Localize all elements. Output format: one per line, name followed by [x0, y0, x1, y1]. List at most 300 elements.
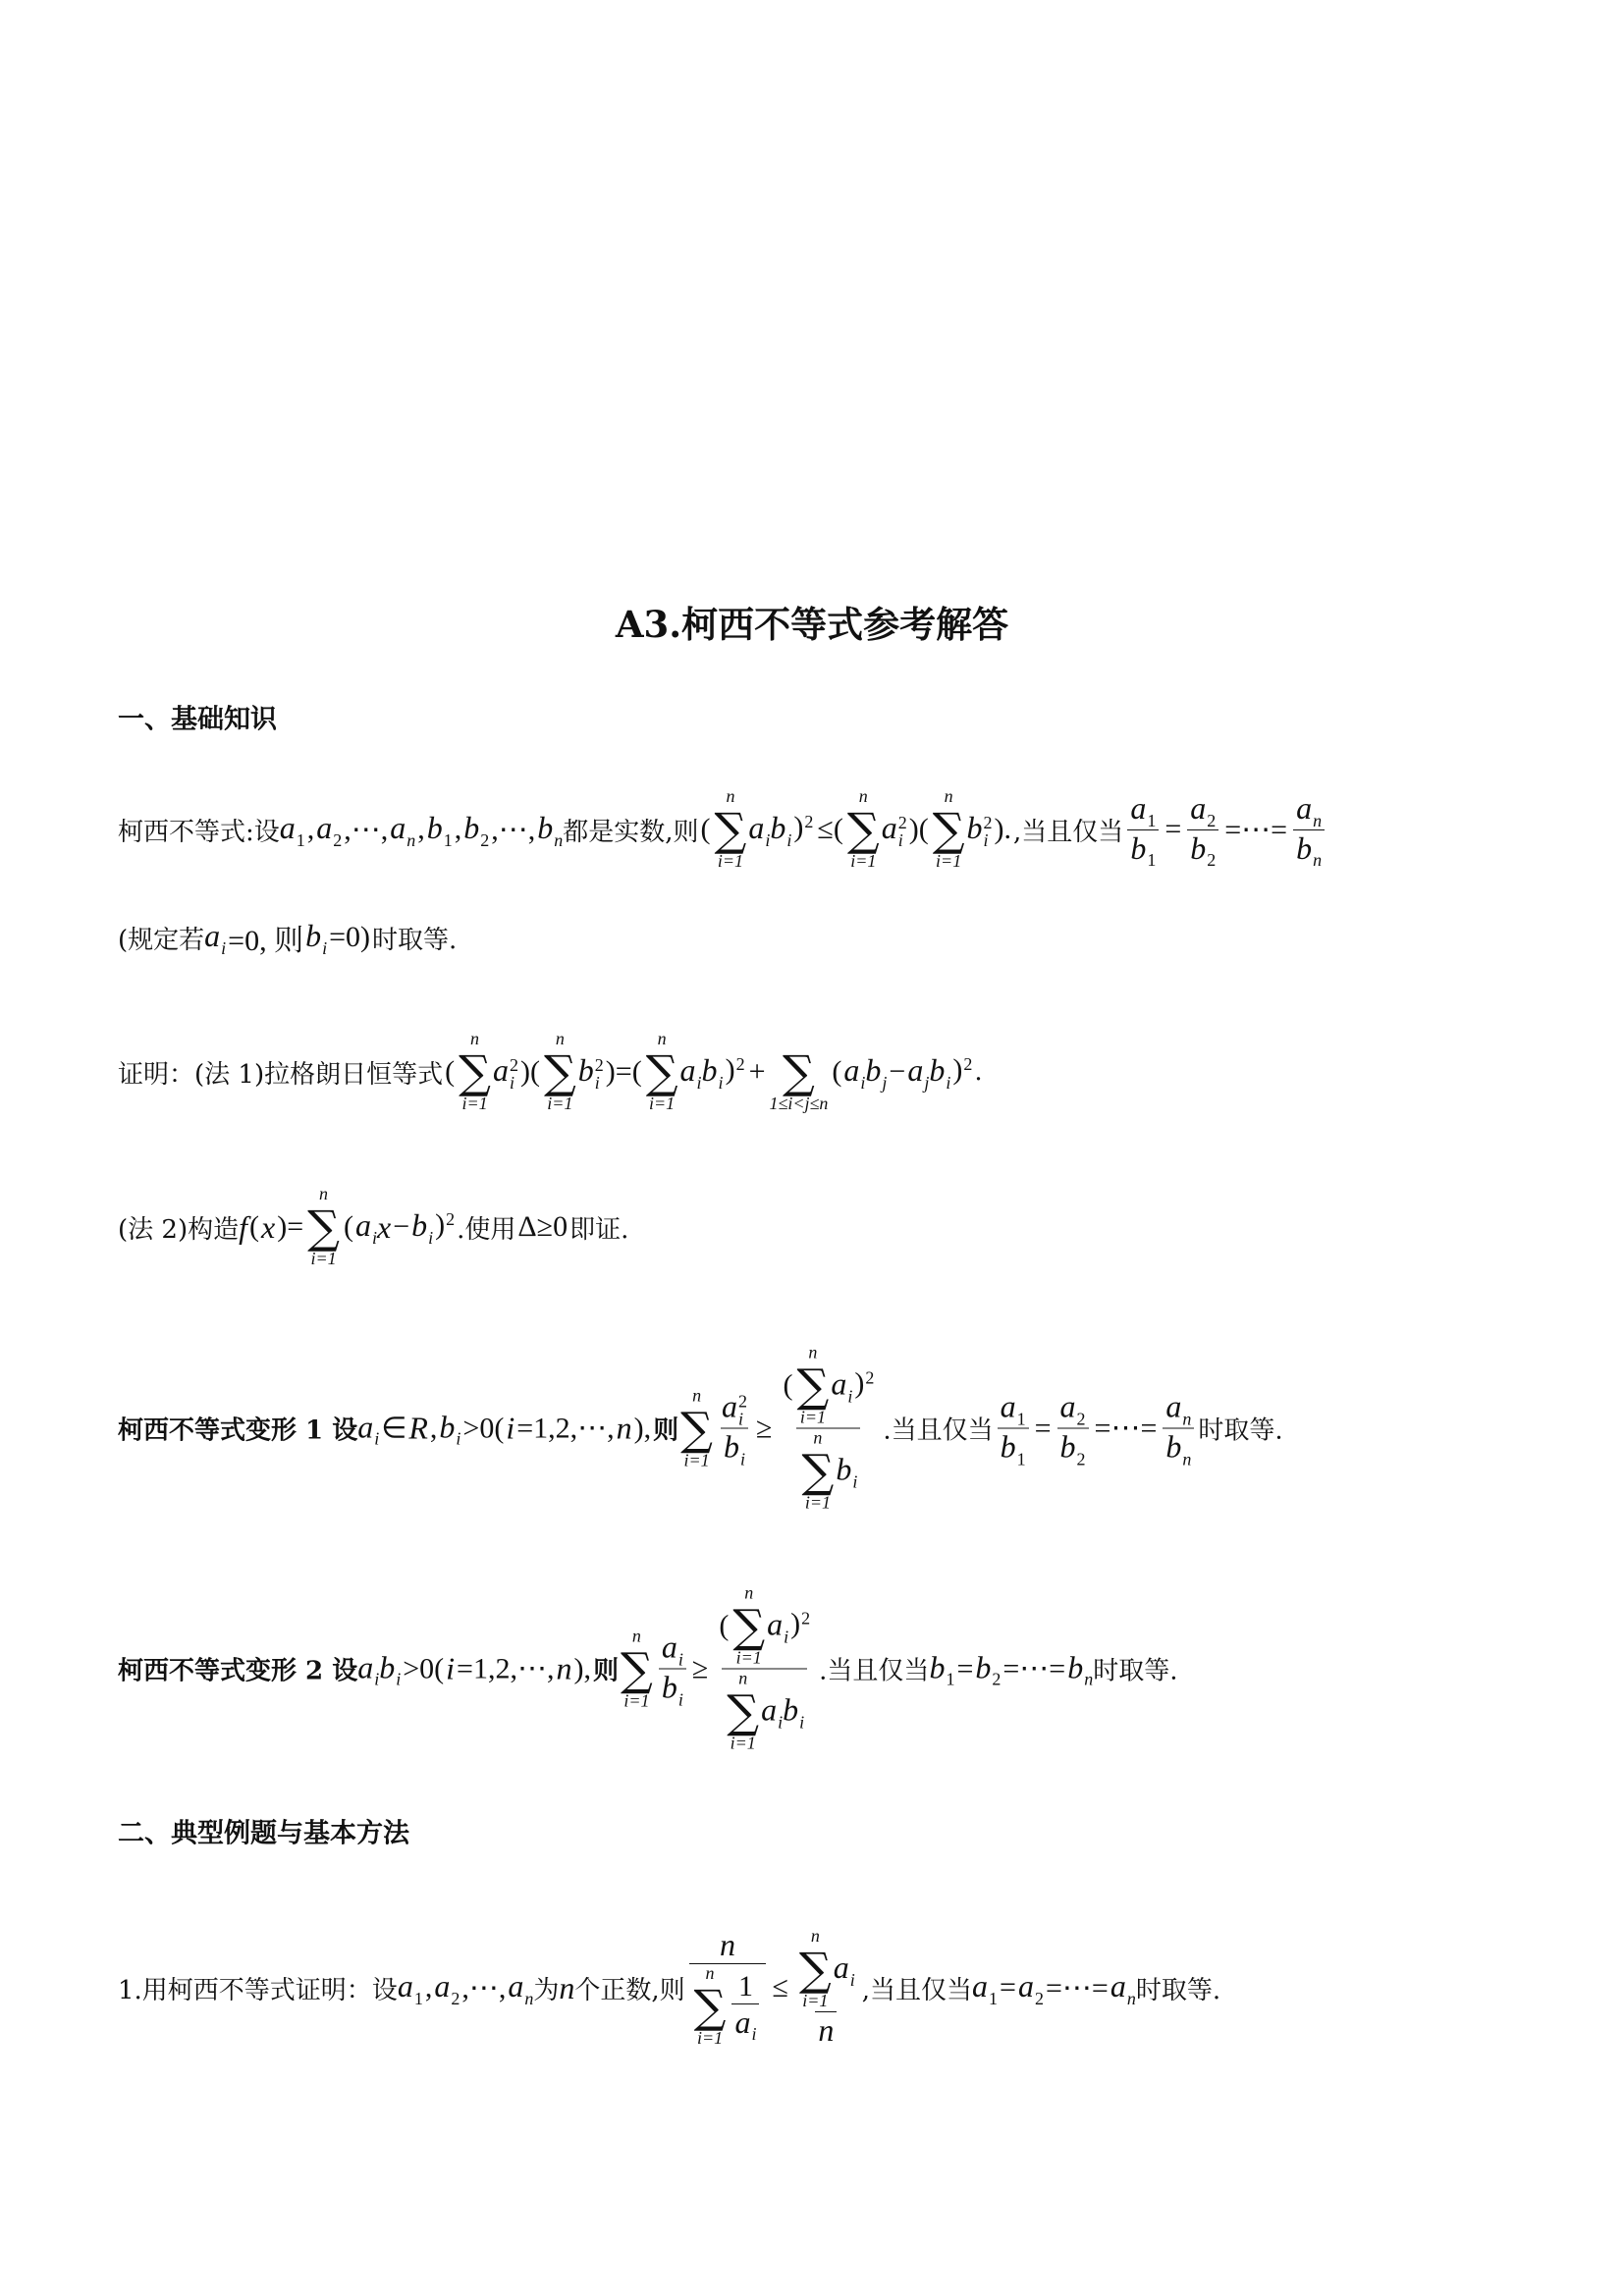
script [1147, 833, 1156, 869]
denominator [721, 1428, 748, 1468]
sigma-symbol: ∑ [846, 803, 880, 856]
subscript: i [852, 1471, 858, 1492]
math-operator: ≤( [817, 813, 843, 845]
math-operator: , [417, 813, 425, 845]
math-variable: x [376, 1208, 392, 1245]
math-operator: ). [994, 813, 1012, 845]
proof-method-1 [118, 1030, 983, 1114]
math-variable: a i [679, 1052, 702, 1093]
math-variable: a i [204, 918, 227, 958]
subscript: i [847, 1386, 853, 1407]
sigma-symbol: ∑ [783, 1045, 815, 1098]
sum-body [715, 1389, 754, 1468]
math-variable: b 2 i [577, 1052, 604, 1093]
script [414, 1972, 423, 2007]
math-variable: b 2 [975, 1649, 1001, 1689]
sum-body [493, 1052, 518, 1092]
denominator [815, 2011, 837, 2049]
sum-lower-limit: i=1 [936, 851, 962, 871]
subscript: i [677, 1689, 683, 1710]
sum-upper-limit: n [813, 1427, 823, 1448]
subscript: i [456, 1428, 461, 1449]
math-operator: =0, 则 [228, 925, 304, 957]
script [524, 1972, 533, 2007]
sum-operator [307, 1185, 340, 1269]
math-variable: a i [357, 1649, 380, 1689]
text: 时取等. [1198, 1415, 1283, 1446]
sum-upper-limit: n [470, 1029, 480, 1048]
numerator [998, 1389, 1029, 1428]
summation [725, 1670, 804, 1754]
cauchy-variant-1 [118, 1344, 1283, 1514]
subscript: n [406, 829, 416, 850]
superscript: 2 [738, 1391, 748, 1412]
text: .当且仅当 [883, 1415, 994, 1446]
cauchy-variant-2 [118, 1584, 1177, 1754]
script [850, 1953, 855, 1989]
script [992, 1653, 1001, 1688]
denominator [998, 1428, 1029, 1468]
superscript [414, 1972, 423, 1990]
sum-upper-limit: n [319, 1184, 329, 1203]
sum-operator [799, 1927, 832, 2011]
sum-upper-limit: n [631, 1626, 641, 1645]
script [446, 1210, 455, 1246]
sum-upper-limit: n [808, 1342, 818, 1362]
math-variable: b i [836, 1451, 858, 1492]
sum-operator [459, 1030, 491, 1114]
sigma-symbol: ∑ [727, 1684, 760, 1738]
sum-upper-limit: n [555, 1029, 565, 1048]
math-variable: b i [770, 810, 792, 850]
script [1147, 794, 1156, 829]
denominator [1293, 829, 1325, 870]
script [946, 1653, 954, 1688]
summation [692, 1964, 764, 2049]
superscript [1035, 1972, 1044, 1990]
subscript: 1 [413, 1988, 423, 2008]
math-variable: a n [1110, 1968, 1136, 2008]
math-operator: )( [908, 813, 929, 845]
script [1182, 1393, 1191, 1428]
denominator [796, 1428, 860, 1514]
math-variable: a 2 [434, 1968, 460, 2008]
math-operator: >0( [462, 1412, 505, 1444]
sum-operator [680, 1386, 713, 1470]
numerator [1057, 1389, 1089, 1428]
superscript [406, 814, 415, 831]
sum-body [342, 1207, 457, 1247]
superscript: 2 [865, 1367, 875, 1388]
math-variable: a 2 i [722, 1388, 748, 1429]
sigma-symbol: ∑ [543, 1045, 576, 1098]
summation [845, 787, 907, 872]
sum-lower-limit: i=1 [696, 2028, 724, 2048]
fraction [731, 1970, 759, 2044]
fraction [659, 1629, 686, 1708]
subscript: 1 [946, 1669, 955, 1689]
math-variable: a 2 i [881, 810, 907, 850]
superscript [297, 814, 305, 831]
superscript [1182, 1393, 1191, 1411]
section-heading-basics: 一、基础知识 [118, 704, 277, 735]
math-variable: a j [907, 1052, 930, 1093]
text: .当且仅当 [819, 1656, 930, 1686]
math-variable: a i [831, 1365, 853, 1407]
sum-upper-limit: n [744, 1582, 754, 1603]
sum-lower-limit: 1≤i<j≤n [769, 1094, 829, 1113]
superscript [1077, 1432, 1086, 1450]
script [333, 814, 342, 849]
numerator [1293, 790, 1325, 829]
sum-operator [544, 1030, 576, 1114]
sigma-symbol: ∑ [932, 803, 965, 856]
subscript: 1 [296, 829, 305, 850]
subscript [446, 1228, 455, 1246]
section-heading-examples: 二、典型例题与基本方法 [118, 1818, 409, 1849]
sum-lower-limit: i=1 [850, 851, 877, 871]
math-variable: a 1 [279, 810, 305, 850]
superscript: 2 [963, 1053, 973, 1074]
math-operator: = [1164, 813, 1182, 845]
math-operator: ≤ [772, 1971, 788, 2003]
math-operator: ), [573, 1652, 591, 1684]
denominator [1127, 829, 1159, 870]
math-variable: a n [390, 810, 416, 850]
math-variable: a i [843, 1052, 866, 1093]
subscript [804, 830, 813, 848]
subscript: i [765, 829, 771, 850]
sum-body [680, 1052, 724, 1092]
math-variable: b 1 [1130, 829, 1157, 871]
script [852, 1455, 857, 1490]
subscript: 2 [1034, 1988, 1044, 2008]
text: . [974, 1057, 983, 1087]
subscript: 2 [451, 1988, 460, 2008]
sum-operator [801, 1429, 834, 1514]
math-operator: ( [700, 813, 711, 845]
sum-body [655, 1629, 690, 1708]
math-variable: b 1 [426, 810, 453, 850]
fraction [778, 1344, 879, 1514]
numerator [778, 1344, 879, 1428]
subscript: i [221, 937, 227, 958]
math-variable: a n [508, 1968, 534, 2008]
superscript: 2 [804, 811, 814, 831]
script [678, 1673, 683, 1708]
summation [305, 1185, 457, 1269]
math-operator: ) 2 [433, 1208, 457, 1245]
math-variable: b 2 [1059, 1428, 1086, 1469]
superscript [554, 814, 563, 831]
sigma-symbol: ∑ [714, 803, 747, 856]
math-variable: a i [761, 1691, 784, 1733]
numerator [733, 1970, 758, 2003]
text: 为 [533, 1975, 560, 2005]
math-operator: ) 2 [852, 1367, 876, 1404]
subscript: 2 [1207, 810, 1217, 830]
subscript: i [322, 937, 328, 958]
math-variable: b 2 [1190, 829, 1217, 871]
sum-operator [933, 787, 965, 872]
summation [619, 1627, 690, 1711]
math-variable: b i [661, 1669, 683, 1710]
superscript [444, 814, 453, 831]
subscript: n [554, 829, 564, 850]
math-operator: ,⋯, [461, 1971, 507, 2004]
script [1127, 1972, 1136, 2007]
numerator [714, 1584, 815, 1669]
script [865, 1368, 874, 1404]
sum-lower-limit: i=1 [461, 1094, 488, 1113]
text: 都是实数,则 [563, 817, 699, 847]
superscript [678, 1633, 683, 1651]
sum-operator [847, 787, 880, 872]
sum-body [831, 1366, 852, 1406]
math-operator: =1,2,⋯, [457, 1652, 555, 1685]
sum-lower-limit: i=1 [802, 1991, 829, 2010]
subscript: 1 [1016, 1449, 1026, 1469]
math-operator: ,⋯, [491, 813, 536, 846]
script [1077, 1432, 1086, 1468]
subscript: i [983, 829, 989, 850]
script [1077, 1393, 1086, 1428]
script [738, 1393, 747, 1428]
sum-lower-limit: i=1 [683, 1450, 710, 1469]
script [1207, 794, 1216, 829]
subscript: i [849, 1969, 855, 1990]
math-variable: b i [411, 1207, 434, 1248]
text: 时取等. [1093, 1656, 1178, 1686]
sigma-symbol: ∑ [459, 1045, 491, 1098]
math-operator: ≥ [691, 1652, 709, 1684]
sum-operator [646, 1030, 678, 1114]
sum-body [578, 1052, 604, 1092]
text: 柯西不等式变形 2 设 [118, 1656, 358, 1686]
math-operator: =⋯= [1045, 1971, 1109, 2004]
math-variable: n [818, 2012, 835, 2048]
math-operator: − [393, 1210, 410, 1243]
superscript [678, 1673, 683, 1690]
math-variable: a i [661, 1629, 683, 1670]
superscript [1147, 794, 1156, 812]
math-variable: a i [354, 1207, 377, 1248]
numerator [719, 1389, 750, 1428]
numerator [1187, 790, 1218, 829]
math-operator: ( [445, 1055, 456, 1088]
sum-upper-limit: n [810, 1926, 820, 1946]
subscript [963, 1073, 972, 1091]
script [554, 814, 563, 849]
math-variable: b n [1296, 829, 1323, 871]
math-variable: i [506, 1410, 515, 1446]
superscript [1207, 833, 1216, 851]
superscript [852, 1455, 857, 1472]
text: .使用 [457, 1214, 516, 1245]
numerator [794, 1927, 858, 2011]
sum-lower-limit: i=1 [735, 1647, 762, 1668]
proof-method-2 [118, 1185, 628, 1269]
subscript: 2 [333, 829, 343, 850]
math-variable: b n [1165, 1428, 1192, 1469]
script [678, 1633, 683, 1669]
math-variable: a 1 [1130, 789, 1157, 830]
subscript: n [1182, 1409, 1192, 1429]
subscript: i [677, 1649, 683, 1670]
math-operator: ) 2 [950, 1053, 974, 1090]
math-variable: a 2 [1059, 1388, 1086, 1429]
math-variable: a 2 [316, 810, 343, 850]
sum-operator [715, 787, 747, 872]
numerator [1163, 1389, 1194, 1428]
script [963, 1055, 972, 1091]
superscript [1017, 1432, 1026, 1450]
math-operator: =⋯= [1002, 1652, 1066, 1685]
subscript: 1 [1147, 810, 1157, 830]
math-variable: a 1 [1000, 1388, 1026, 1429]
summation [731, 1584, 788, 1669]
denominator [1187, 829, 1218, 870]
math-operator: ), [633, 1412, 652, 1444]
subscript: 2 [1207, 850, 1217, 871]
sigma-symbol: ∑ [645, 1045, 678, 1098]
superscript: 2 [735, 1053, 745, 1074]
sum-lower-limit: i=1 [804, 1492, 831, 1513]
script [451, 1972, 460, 2007]
subscript: 2 [480, 829, 490, 850]
subscript: i [860, 1072, 866, 1093]
superscript [989, 1972, 998, 1990]
script [1182, 1432, 1191, 1468]
math-variable: a n [1296, 789, 1323, 830]
math-variable: b n [537, 810, 564, 850]
fraction [719, 1389, 750, 1468]
sigma-symbol: ∑ [732, 1599, 766, 1653]
fraction [794, 1927, 858, 2049]
subscript: i [897, 829, 903, 850]
denominator [659, 1669, 686, 1709]
math-variable: b j [865, 1052, 888, 1093]
math-variable: n [559, 1969, 575, 2005]
fraction [1127, 790, 1159, 869]
subscript: i [428, 1227, 434, 1248]
math-operator: , [306, 813, 315, 845]
summation [767, 1030, 974, 1114]
math-operator: = [956, 1652, 974, 1684]
subscript: i [371, 1227, 377, 1248]
math-operator: )=( [605, 1055, 642, 1088]
script [1313, 833, 1322, 869]
superscript [524, 1972, 533, 1990]
script [297, 814, 305, 849]
subscript: n [1313, 810, 1323, 830]
sum-body [967, 810, 993, 849]
superscript [1147, 833, 1156, 851]
script [480, 814, 489, 849]
math-variable: a n [1165, 1388, 1192, 1429]
subscript: i [799, 1712, 805, 1733]
text: 个正数,则 [574, 1975, 685, 2005]
superscript [992, 1653, 1001, 1671]
superscript [740, 1432, 745, 1450]
sum-lower-limit: i=1 [730, 1733, 756, 1753]
numerator [717, 1927, 738, 1963]
example-1 [118, 1927, 1220, 2049]
math-variable: b 2 [463, 810, 490, 850]
math-operator: )( [519, 1055, 540, 1088]
sum-body [882, 810, 907, 849]
math-variable: x [261, 1208, 276, 1245]
subscript: 2 [992, 1669, 1001, 1689]
superscript: 2 [446, 1208, 456, 1229]
superscript [1017, 1393, 1026, 1411]
summation [713, 787, 792, 872]
sum-upper-limit: n [726, 786, 735, 806]
subscript: 2 [1076, 1409, 1086, 1429]
math-operator: , [424, 1971, 433, 2003]
math-variable: b i [724, 1428, 746, 1469]
sum-upper-limit: n [705, 1963, 715, 1983]
sum-body [728, 1970, 763, 2044]
script [595, 1056, 604, 1092]
subscript: 2 [1076, 1449, 1086, 1469]
sigma-symbol: ∑ [307, 1201, 340, 1254]
math-operator: ) 2 [724, 1053, 747, 1090]
sum-lower-limit: i=1 [310, 1249, 337, 1268]
script [406, 814, 415, 849]
math-operator: ) 2 [791, 811, 815, 847]
sum-operator [796, 1344, 829, 1428]
script [804, 813, 813, 848]
sigma-symbol: ∑ [798, 1943, 832, 1996]
math-variable: b i [701, 1052, 724, 1093]
script [898, 814, 907, 849]
math-variable: i [446, 1650, 456, 1686]
sigma-symbol: ∑ [801, 1444, 835, 1498]
math-operator: =0) [329, 921, 371, 953]
math-variable: a 1 [397, 1968, 423, 2008]
sum-lower-limit: i=1 [623, 1690, 650, 1710]
summation [678, 1386, 754, 1470]
sum-operator [694, 1964, 727, 2049]
superscript [1077, 1393, 1086, 1411]
script [736, 1055, 745, 1091]
fraction [1293, 790, 1325, 869]
superscript [1313, 833, 1322, 851]
subscript: 1 [989, 1988, 999, 2008]
text: 1.用柯西不等式证明：设 [118, 1975, 398, 2005]
sum-operator [621, 1627, 653, 1711]
subscript: i [374, 1669, 380, 1689]
sum-body [834, 1949, 855, 1989]
denominator [1057, 1428, 1089, 1468]
subscript [865, 1386, 874, 1404]
superscript [1182, 1432, 1191, 1450]
math-operator: =⋯= [1094, 1412, 1158, 1445]
sum-lower-limit: i=1 [717, 851, 744, 871]
math-variable: a i [767, 1606, 789, 1647]
math-variable: b 2 i [966, 810, 993, 850]
subscript: i [778, 1712, 784, 1733]
cauchy-inequality-statement [118, 787, 1328, 872]
sum-upper-limit: n [944, 786, 953, 806]
subscript: i [509, 1072, 514, 1093]
math-variable: a i [748, 810, 771, 850]
math-operator: ,⋯, [344, 813, 389, 846]
superscript [1084, 1653, 1093, 1671]
subscript: i [718, 1072, 724, 1093]
text: 则 [592, 1656, 619, 1686]
